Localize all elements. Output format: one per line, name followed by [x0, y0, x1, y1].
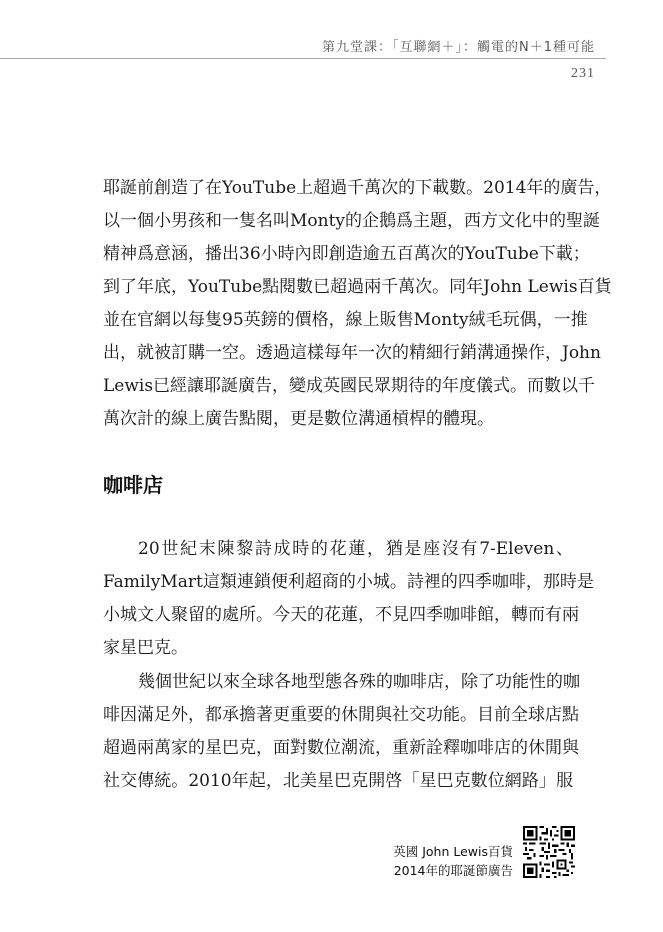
text-line: 耶誕前創造了在YouTube上超過千萬次的下載數。2014年的廣告， — [103, 178, 612, 198]
text-line: FamilyMart這類連鎖便利超商的小城。詩裡的四季咖啡，那時是 — [103, 572, 594, 592]
text-line: 並在官網以每隻95英鎊的價格，線上販售Monty絨毛玩偶，一推 — [103, 310, 588, 330]
text-line: 以一個小男孩和一隻名叫Monty的企鵝爲主題，西方文化中的聖誕 — [103, 211, 601, 231]
qr-caption-line-2: 2014年的耶誕節廣告 — [393, 863, 513, 878]
qr-code — [523, 826, 575, 878]
qr-caption-line-1: 英國 John Lewis百貨 — [393, 844, 513, 859]
text-line: 社交傳統。2010年起，北美星巴克開啓「星巴克數位網路」服 — [103, 771, 573, 791]
text-line: 萬次計的線上廣告點閱，更是數位溝通槓桿的體現。 — [103, 409, 494, 429]
text-line: 出，就被訂購一空。透過這樣每年一次的精細行銷溝通操作，John — [103, 343, 601, 363]
text-line: 啡因滿足外，都承擔著更重要的休閒與社交功能。目前全球店點 — [103, 705, 579, 725]
text-line: 20世紀末陳黎詩成時的花蓮，猶是座沒有7-Eleven、 — [138, 539, 573, 559]
text-line: Lewis已經讓耶誕廣告，變成英國民眾期待的年度儀式。而數以千 — [103, 376, 596, 396]
text-line: 超過兩萬家的星巴克，面對數位潮流，重新詮釋咖啡店的休閒與 — [103, 738, 579, 758]
header-rule — [0, 58, 606, 59]
page-number: 231 — [571, 66, 595, 81]
text-line: 幾個世紀以來全球各地型態各殊的咖啡店，除了功能性的咖 — [138, 672, 580, 692]
text-line: 家星巴克。 — [103, 638, 188, 658]
running-header: 第九堂課：「互聯網＋」：觸電的N＋1種可能 — [322, 40, 595, 55]
text-line: 精神爲意涵，播出36小時內即創造逾五百萬次的YouTube下載； — [103, 244, 590, 264]
text-line: 小城文人聚留的處所。今天的花蓮，不見四季咖啡館，轉而有兩 — [103, 605, 579, 625]
text-line: 到了年底，YouTube點閱數已超過兩千萬次。同年John Lewis百貨 — [103, 277, 612, 297]
section-title: 咖啡店 — [103, 473, 163, 497]
